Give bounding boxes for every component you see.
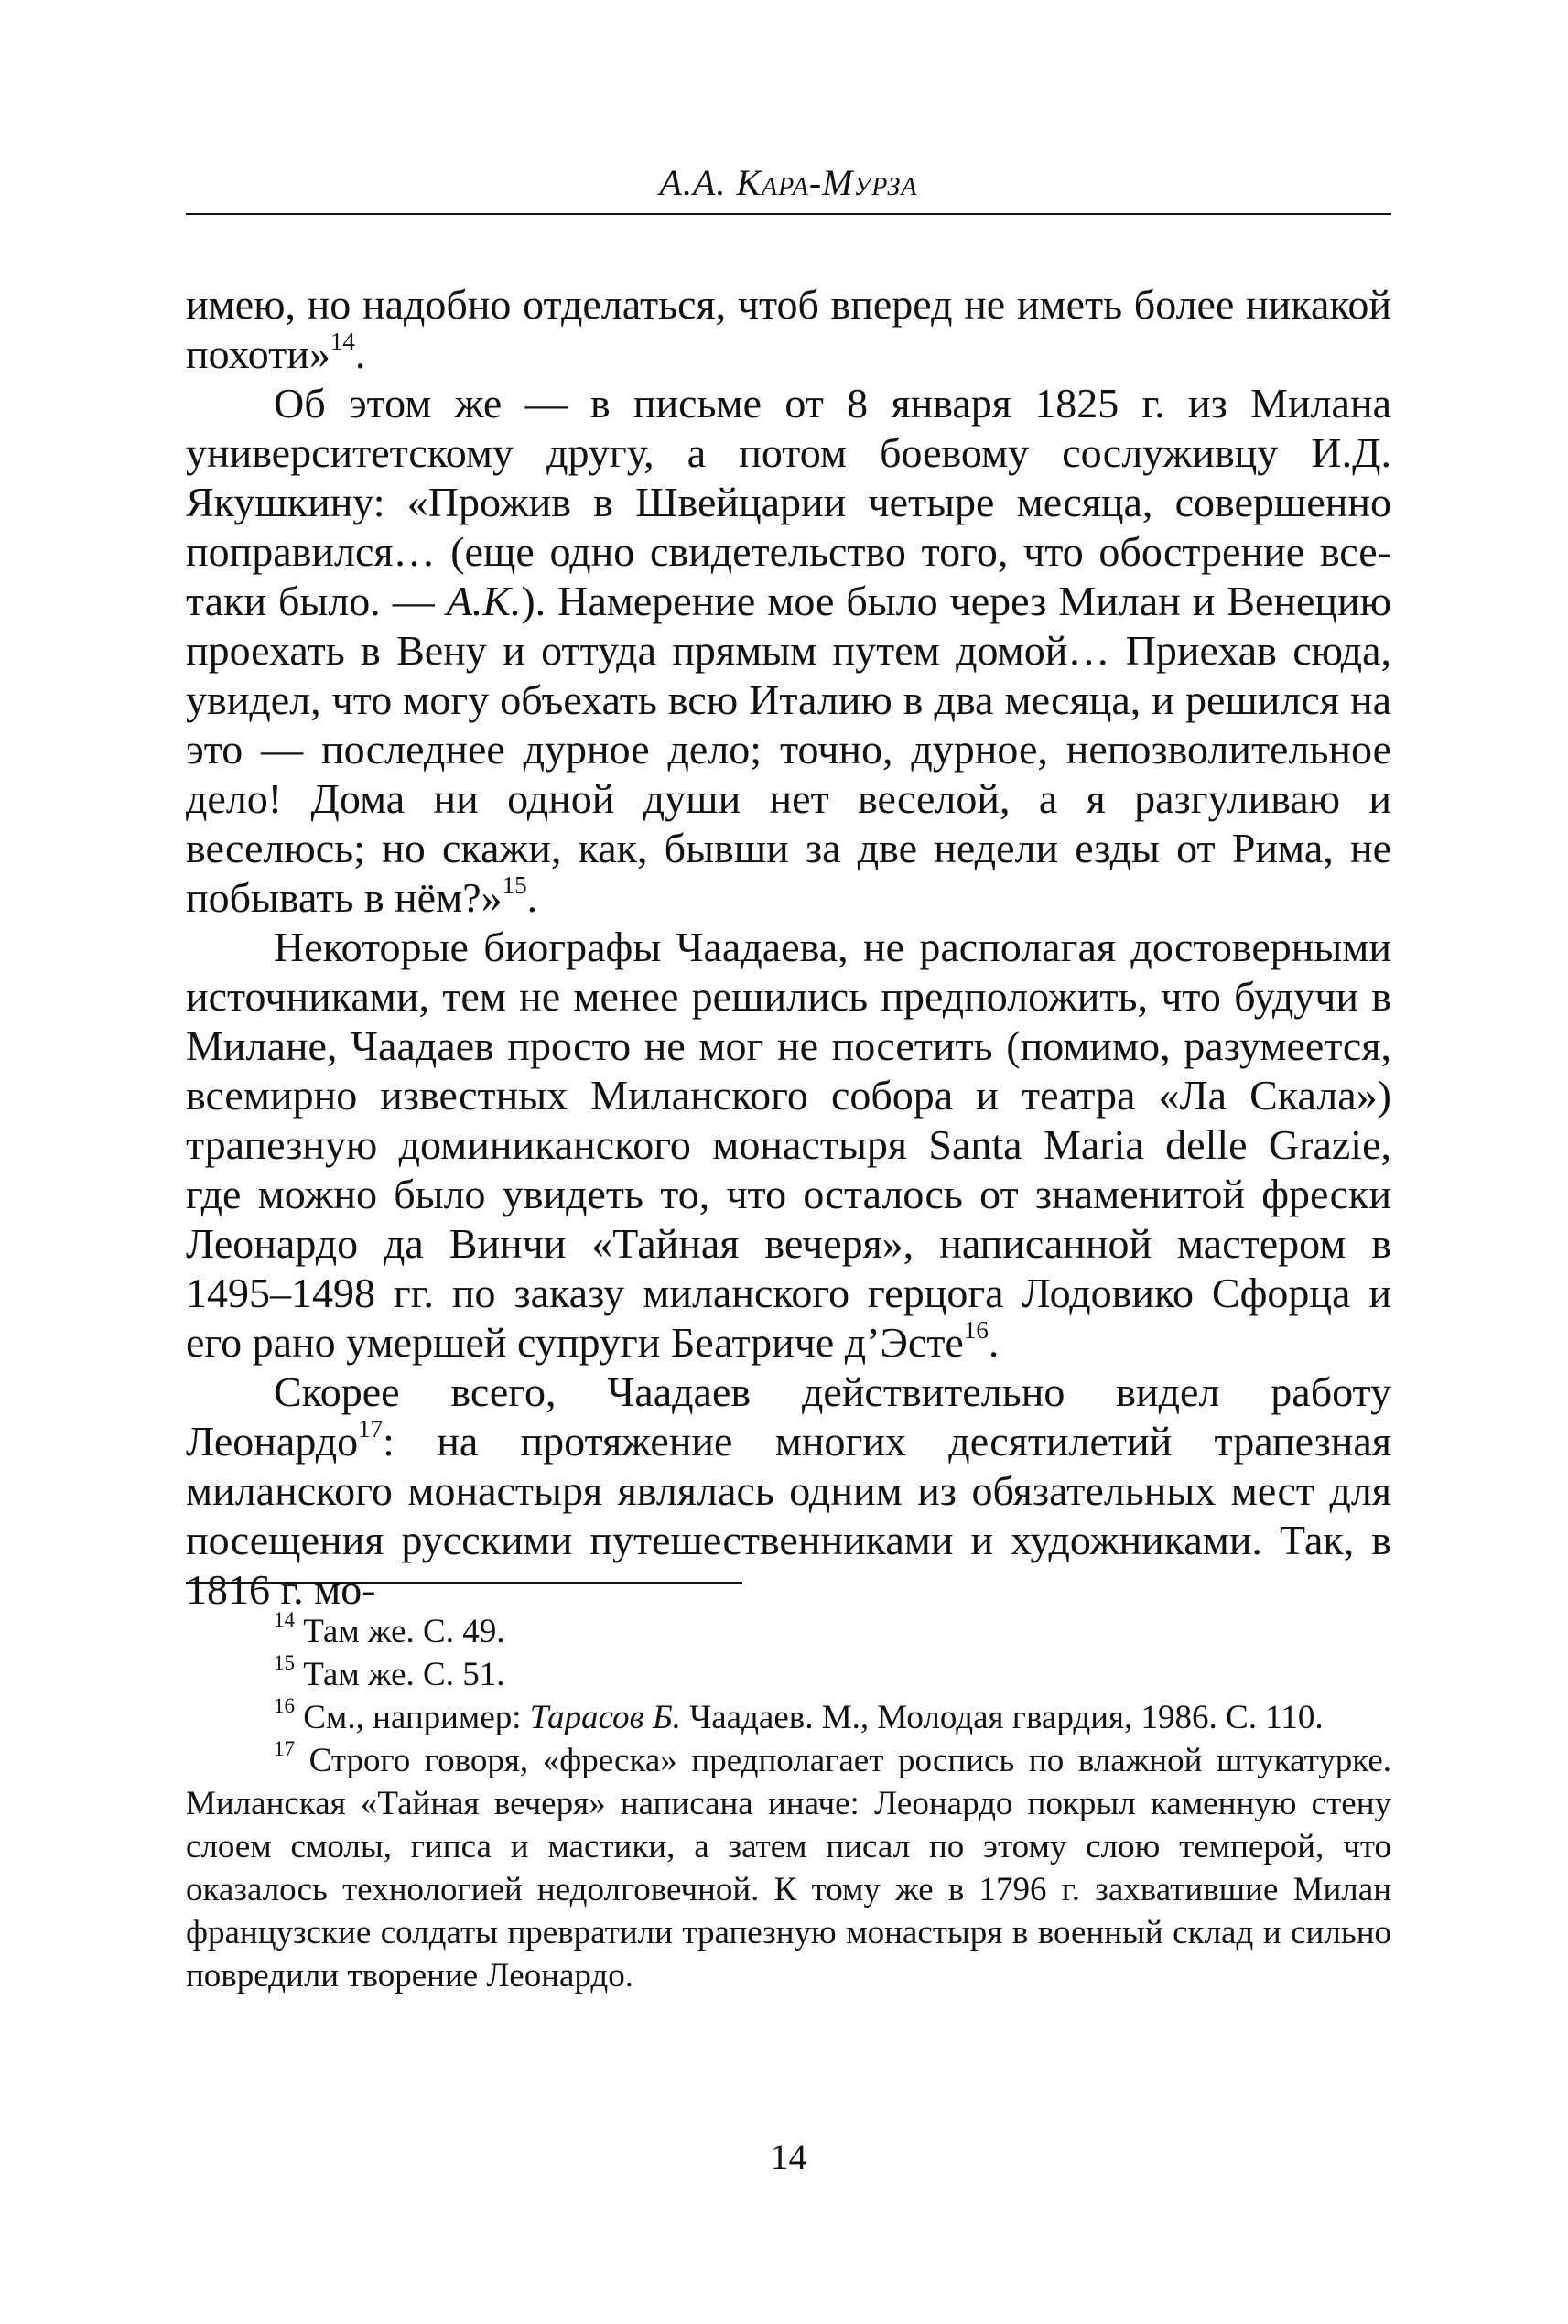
header-rule <box>186 213 1391 215</box>
running-head-author: А.А. Кара-Мурза <box>659 162 918 203</box>
page-number: 14 <box>770 2136 807 2178</box>
footnote-separator <box>186 1582 742 1584</box>
paragraph-2: Об этом же — в письме от 8 января 1825 г. из Милана университетскому другу, а потом боевому сослуживцу И.Д. Якушкину: «Прожив в Швейцарии четыре месяца, совершенно поправился… (еще одно свидетельство того, что обострение все-таки было. — А.К.). Намерение мое было через Милан и Венецию проехать в Вену и оттуда прямым путем домой… Приехав сюда, увидел, что могу объехать всю Италию в два месяца, и решился на это — последнее дурное дело; точно, дурное, непозволительное дело! Дома ни одной души нет веселой, а я разгуливаю и веселюсь; но скажи, как, бывши за две недели езды от Рима, не побывать в нём?»$^{15}$. <box>186 380 1391 921</box>
paragraph-3: Некоторые биографы Чаадаева, не располагая достоверными источниками, тем не менее решились предположить, что будучи в Милане, Чаадаев просто не мог не посетить (помимо, разумеется, всемирно известных Миланского собора и театра «Ла Скала») трапезную доминиканского монастыря Santa Maria delle Grazie, где можно было увидеть то, что осталось от знаменитой фрески Леонардо да Винчи «Тайная вечеря», написанной мастером в 1495–1498 гг. по заказу миланского герцога Лодовико Сфорца и его рано умершей супруги Беатриче д’Эсте$^{16}$. <box>186 924 1391 1366</box>
footnote-16: $^{16}$ См., например: Тарасов Б. Чаадаев. М., Молодая гвардия, 1986. С. 110. <box>274 1693 1324 1736</box>
footnote-ref-14[interactable]: 14 <box>330 327 355 355</box>
footnote-17: $^{17}$ Строго говоря, «фреска» предполагает роспись по влажной штукатурке. Миланская «Тайная вечеря» написана иначе: Леонардо покрыл каменную стену слоем смолы, гипса и мастики, а затем писал по этому слою темперой, что оказалось технологией недолговечной. К тому же в 1796 г. захватившие Милан французские солдаты превратили трапезную монастыря в военный склад и сильно повредили творение Леонардо. <box>186 1736 1391 1994</box>
author-initials: А.А. <box>659 162 737 203</box>
footnote-15: $^{15}$ Там же. С. 51. <box>274 1650 505 1693</box>
footnote-ref-16[interactable]: 16 <box>963 1315 989 1344</box>
paragraph-1: имею, но надобно отделаться, чтоб вперед не иметь более никакой похоти»$^{14}$. <box>186 281 1391 377</box>
author-signature: А.К. <box>446 578 522 624</box>
cited-author: Тарасов Б. <box>529 1699 681 1736</box>
main-text <box>186 280 1391 1615</box>
footnote-14: $^{14}$ Там же. С. 49. <box>274 1607 505 1650</box>
book-page <box>186 0 1391 2324</box>
footnote-ref-15[interactable]: 15 <box>502 870 527 899</box>
paragraph-4: Скорее всего, Чаадаев действительно видел работу Леонардо$^{17}$: на протяжение многих десятилетий трапезная миланского монастыря являлась одним из обязательных мест для посещения русскими путешественниками и художниками. Так, в 1816 г. мо- <box>186 1368 1391 1613</box>
footnote-ref-17[interactable]: 17 <box>358 1414 384 1443</box>
footnotes <box>186 1607 1391 1997</box>
